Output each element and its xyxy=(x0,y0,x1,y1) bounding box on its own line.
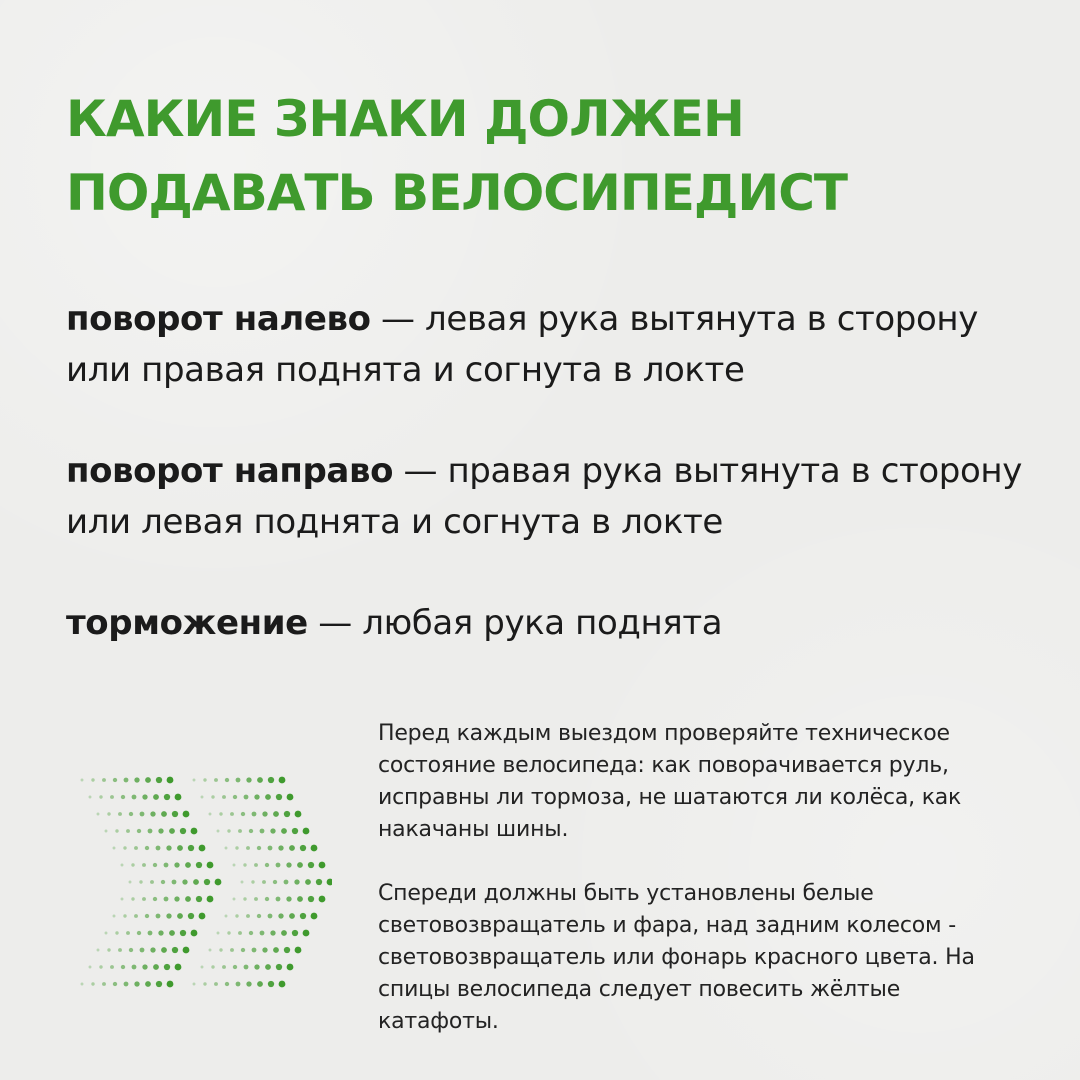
chevron-dot xyxy=(268,846,273,851)
chevron-dot xyxy=(225,982,229,986)
chevron-dot xyxy=(140,812,145,817)
chevron-dot xyxy=(279,981,286,988)
safety-notes xyxy=(378,718,978,1070)
chevron-dot xyxy=(105,932,108,935)
chevron-dot xyxy=(169,828,175,834)
chevron-dot xyxy=(153,863,157,867)
chevron-dot xyxy=(142,964,147,969)
safety-note-reflectors: Спереди должны быть установлены белые световозвращатель и фара, над задним колесом - световозвращатель или фонарь красного цвета. На спицы велосипеда следует повесить жёлтые катафоты. xyxy=(378,881,975,1034)
chevron-dot xyxy=(175,964,182,971)
chevron-dot xyxy=(252,812,257,817)
chevron-dot xyxy=(319,862,326,869)
chevron-dot xyxy=(294,879,299,884)
chevron-dot xyxy=(254,863,258,867)
signal-left-turn xyxy=(66,294,1026,396)
chevron-dot xyxy=(102,982,106,986)
chevron-dot xyxy=(172,880,177,885)
chevron-dot xyxy=(121,965,125,969)
chevron-dot xyxy=(134,846,138,850)
chevron-dot xyxy=(235,914,238,917)
chevron-dot xyxy=(254,897,258,901)
chevron-dot xyxy=(230,812,234,816)
chevron-dot xyxy=(276,964,282,970)
page-title: КАКИЕ ЗНАКИ ДОЛЖЕН ПОДАВАТЬ ВЕЛОСИПЕДИСТ xyxy=(66,90,848,222)
chevron-dot xyxy=(153,897,157,901)
chevron-dot xyxy=(137,829,141,833)
chevron-dot xyxy=(174,896,179,901)
chevron-dot xyxy=(219,948,222,951)
chevron-dot xyxy=(233,864,236,867)
chevron-dot xyxy=(99,795,102,798)
chevron-dot xyxy=(287,794,294,801)
chevron-dot xyxy=(137,931,141,935)
chevron-dot xyxy=(201,796,204,799)
chevron-dot xyxy=(236,778,241,783)
chevron-dot xyxy=(308,896,314,902)
chevron-dot xyxy=(118,948,122,952)
chevron-dot xyxy=(311,845,318,852)
chevron-dot xyxy=(257,914,261,918)
chevron-dot xyxy=(81,779,84,782)
chevron-dot xyxy=(300,913,306,919)
chevron-dot xyxy=(169,930,175,936)
chevron-dot xyxy=(123,914,126,917)
chevron-dot xyxy=(182,879,187,884)
chevron-dot xyxy=(289,913,295,919)
chevron-dot xyxy=(153,964,159,970)
chevron-dot xyxy=(161,811,167,817)
chevron-dot xyxy=(207,896,214,903)
chevron-dot xyxy=(276,794,282,800)
chevron-dot xyxy=(124,982,129,987)
chevron-dot xyxy=(132,795,137,800)
chevron-dot xyxy=(319,896,326,903)
chevron-dot xyxy=(115,931,118,934)
chevron-dot xyxy=(214,778,218,782)
signals-list xyxy=(66,294,1026,699)
chevron-dot xyxy=(214,982,218,986)
chevron-dot xyxy=(148,829,153,834)
chevron-dot xyxy=(225,915,228,918)
chevron-dot xyxy=(284,880,289,885)
chevron-dot xyxy=(303,930,310,937)
chevron-dot xyxy=(161,947,167,953)
chevron-dot xyxy=(278,913,283,918)
chevron-dot xyxy=(121,898,124,901)
chevron-dot xyxy=(97,949,100,952)
chevron-dot xyxy=(129,948,133,952)
chevron-dot xyxy=(289,845,295,851)
chevron-dot xyxy=(177,913,183,919)
chevron-dot xyxy=(243,863,246,866)
chevron-dot xyxy=(145,777,151,783)
chevron-dot xyxy=(254,794,259,799)
chevron-dot xyxy=(131,863,134,866)
chevron-dot xyxy=(105,830,108,833)
chevron-dot xyxy=(145,981,151,987)
chevron-dot xyxy=(249,829,253,833)
chevron-dot xyxy=(238,829,242,833)
chevron-dot xyxy=(140,948,145,953)
chevron-dot xyxy=(327,879,332,886)
chevron-dot xyxy=(217,932,220,935)
chevron-dot xyxy=(286,896,291,901)
chevron-dot xyxy=(219,812,222,815)
chevron-dot xyxy=(110,795,114,799)
chevron-dot xyxy=(102,778,106,782)
chevron-dot xyxy=(161,880,165,884)
chevron-dot xyxy=(121,864,124,867)
chevron-dot xyxy=(311,913,318,920)
chevron-dot xyxy=(270,828,275,833)
chevron-dot xyxy=(191,930,198,937)
chevron-dot xyxy=(308,862,314,868)
chevron-dot xyxy=(260,931,265,936)
chevron-dot xyxy=(185,862,191,868)
chevron-dot xyxy=(156,777,162,783)
chevron-dot xyxy=(286,862,291,867)
chevron-dot xyxy=(148,931,153,936)
chevron-dot xyxy=(110,965,114,969)
chevron-dot xyxy=(172,947,178,953)
chevron-dot xyxy=(209,949,212,952)
chevron-dot xyxy=(172,811,178,817)
chevron-dot xyxy=(153,794,159,800)
chevron-dot xyxy=(225,778,229,782)
chevron-dot xyxy=(284,947,290,953)
chevron-dot xyxy=(113,847,116,850)
chevron-dot xyxy=(134,777,139,782)
chevron-dot xyxy=(233,965,237,969)
chevron-dot xyxy=(164,964,170,970)
chevron-dot xyxy=(134,914,138,918)
chevron-dot xyxy=(185,896,191,902)
chevron-dot xyxy=(107,812,110,815)
chevron-dot xyxy=(270,930,275,935)
chevron-dot xyxy=(254,964,259,969)
chevron-dot xyxy=(297,862,303,868)
chevron-dot xyxy=(251,880,254,883)
chevron-dot xyxy=(276,897,281,902)
double-chevron-right-icon xyxy=(62,760,332,1010)
signal-description: — правая рука вытянута в сторону или левая поднята и согнута в локте xyxy=(66,451,1022,542)
chevron-dot xyxy=(132,965,137,970)
chevron-dot xyxy=(238,931,242,935)
chevron-dot xyxy=(303,828,310,835)
chevron-dot xyxy=(233,898,236,901)
chevron-dot xyxy=(262,880,266,884)
chevron-dot xyxy=(150,947,155,952)
chevron-dot xyxy=(164,897,169,902)
chevron-dot xyxy=(156,981,162,987)
chevron-dot xyxy=(265,794,271,800)
chevron-dot xyxy=(279,777,286,784)
signal-term: торможение xyxy=(66,603,308,643)
chevron-dot xyxy=(188,913,194,919)
chevron-dot xyxy=(123,846,126,849)
chevron-dot xyxy=(126,931,130,935)
signal-description: — левая рука вытянута в сторону или правая поднята и согнута в локте xyxy=(66,299,978,390)
chevron-dot xyxy=(150,811,155,816)
chevron-dot xyxy=(257,777,263,783)
signal-right-turn xyxy=(66,446,1026,548)
chevron-dot xyxy=(142,863,146,867)
chevron-dot xyxy=(196,896,202,902)
chevron-dot xyxy=(118,812,122,816)
chevron-dot xyxy=(292,930,298,936)
chevron-dot xyxy=(113,982,117,986)
chevron-dot xyxy=(158,930,163,935)
chevron-dot xyxy=(124,778,129,783)
chevron-dot xyxy=(268,914,273,919)
chevron-dot xyxy=(211,965,214,968)
chevron-dot xyxy=(300,845,306,851)
chevron-dot xyxy=(257,846,261,850)
chevron-dot xyxy=(203,778,206,781)
chevron-dot xyxy=(156,914,161,919)
chevron-dot xyxy=(145,914,149,918)
chevron-dot xyxy=(164,863,169,868)
chevron-dot xyxy=(142,794,147,799)
chevron-dot xyxy=(113,778,117,782)
chevron-dot xyxy=(295,947,302,954)
chevron-dot xyxy=(236,982,241,987)
chevron-dot xyxy=(265,964,271,970)
chevron-dot xyxy=(295,811,302,818)
chevron-dot xyxy=(167,777,174,784)
signal-term: поворот налево xyxy=(66,299,371,339)
chevron-dot xyxy=(113,915,116,918)
chevron-dot xyxy=(222,795,226,799)
chevron-dot xyxy=(281,828,287,834)
signal-description: — любая рука поднята xyxy=(307,603,723,643)
chevron-dot xyxy=(89,796,92,799)
chevron-dot xyxy=(316,879,322,885)
chevron-dot xyxy=(126,829,130,833)
chevron-dot xyxy=(268,777,274,783)
chevron-dot xyxy=(265,897,269,901)
chevron-dot xyxy=(203,982,206,985)
chevron-dot xyxy=(115,829,118,832)
chevron-dot xyxy=(217,830,220,833)
chevron-dot xyxy=(166,913,171,918)
chevron-dot xyxy=(230,948,234,952)
chevron-dot xyxy=(131,897,134,900)
chevron-dot xyxy=(215,879,222,886)
chevron-dot xyxy=(227,829,230,832)
chevron-dot xyxy=(97,813,100,816)
chevron-dot xyxy=(175,794,182,801)
chevron-dot xyxy=(191,828,198,835)
chevron-dot xyxy=(201,966,204,969)
chevron-dot xyxy=(243,897,246,900)
chevron-dot xyxy=(273,811,279,817)
chevron-dot xyxy=(241,812,245,816)
chevron-dot xyxy=(227,931,230,934)
chevron-dot xyxy=(166,845,171,850)
chevron-dot xyxy=(121,795,125,799)
chevron-dot xyxy=(145,846,149,850)
chevron-dot xyxy=(207,862,214,869)
chevron-dot xyxy=(180,828,186,834)
chevron-dot xyxy=(249,931,253,935)
signal-braking xyxy=(66,598,1026,649)
chevron-dot xyxy=(199,845,206,852)
chevron-dot xyxy=(262,811,267,816)
chevron-dot xyxy=(209,813,212,816)
chevron-dot xyxy=(252,948,257,953)
chevron-dot xyxy=(244,795,249,800)
chevron-dot xyxy=(183,811,190,818)
chevron-dot xyxy=(273,880,277,884)
chevron-dot xyxy=(244,965,249,970)
chevron-dot xyxy=(276,863,281,868)
chevron-dot xyxy=(177,845,183,851)
chevron-dot xyxy=(278,845,283,850)
chevron-dot xyxy=(292,828,298,834)
chevron-dot xyxy=(158,828,163,833)
chevron-dot xyxy=(273,947,279,953)
chevron-dot xyxy=(222,965,226,969)
chevron-dot xyxy=(241,948,245,952)
chevron-dot xyxy=(81,983,84,986)
chevron-dot xyxy=(268,981,274,987)
safety-note-check: Перед каждым выездом проверяйте техническое состояние велосипеда: как поворачивается руль, исправны ли тормоза, не шатаются ли колёса, как накачаны шины. xyxy=(378,721,962,842)
chevron-dot xyxy=(235,846,238,849)
chevron-dot xyxy=(262,947,267,952)
chevron-dot xyxy=(183,947,190,954)
chevron-dot xyxy=(260,829,265,834)
chevron-dot xyxy=(142,897,146,901)
chevron-dot xyxy=(150,880,154,884)
chevron-dot xyxy=(305,879,311,885)
chevron-dot xyxy=(91,778,94,781)
chevron-dot xyxy=(284,811,290,817)
chevron-dot xyxy=(193,983,196,986)
chevron-dot xyxy=(225,847,228,850)
chevron-dot xyxy=(134,981,139,986)
chevron-dot xyxy=(174,862,179,867)
chevron-dot xyxy=(265,863,269,867)
chevron-dot xyxy=(167,981,174,988)
chevron-dot xyxy=(164,794,170,800)
chevron-dot xyxy=(199,913,206,920)
signal-term: поворот направо xyxy=(66,451,394,491)
chevron-dot xyxy=(246,981,251,986)
chevron-dot xyxy=(188,845,194,851)
chevron-dot xyxy=(246,777,251,782)
chevron-dot xyxy=(233,795,237,799)
chevron-dot xyxy=(287,964,294,971)
chevron-dot xyxy=(129,812,133,816)
chevron-dot xyxy=(107,948,110,951)
chevron-dot xyxy=(193,779,196,782)
chevron-dot xyxy=(139,880,142,883)
chevron-dot xyxy=(204,879,210,885)
chevron-dot xyxy=(193,879,199,885)
chevron-dot xyxy=(257,981,263,987)
chevron-dot xyxy=(281,930,287,936)
chevron-dot xyxy=(129,881,132,884)
chevron-dot xyxy=(180,930,186,936)
chevron-dot xyxy=(99,965,102,968)
chevron-dot xyxy=(156,846,161,851)
chevron-dot xyxy=(211,795,214,798)
chevron-dot xyxy=(246,846,250,850)
chevron-dot xyxy=(297,896,303,902)
chevron-dot xyxy=(91,982,94,985)
chevron-dot xyxy=(241,881,244,884)
chevron-dot xyxy=(246,914,250,918)
chevron-dot xyxy=(89,966,92,969)
chevron-dot xyxy=(196,862,202,868)
